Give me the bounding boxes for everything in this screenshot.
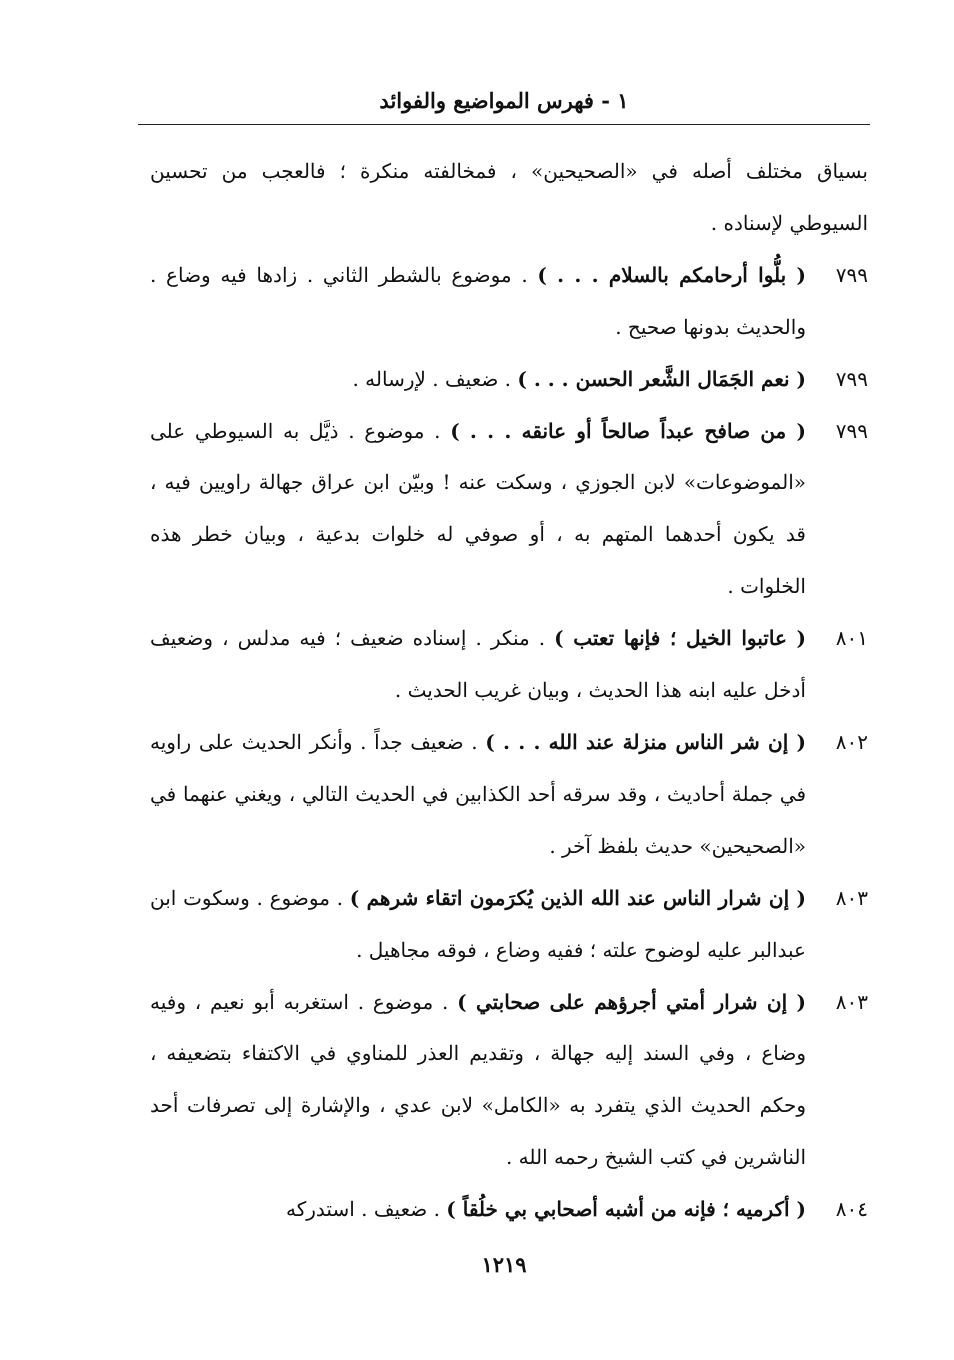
- index-entry: [150, 873, 868, 977]
- index-entry: [150, 354, 868, 406]
- hadith-title: ( إن شرار الناس عند الله الذين يُكرَمون اتقاء شرهم ): [349, 885, 807, 910]
- index-entry: [150, 250, 868, 354]
- entry-description: . ضعيف . لإرساله .: [352, 366, 518, 391]
- entry-description: . ضعيف . استدركه: [286, 1197, 447, 1222]
- entry-description: . ضعيف جداً . وأنكر الحديث على راويه في جملة أحاديث ، وقد سرقه أحد الكذابين في الحديث التالي ، ويغني عنهما في «الصحيحين» حديث بلفظ آخر .: [150, 729, 806, 858]
- hadith-title: ( إن شر الناس منزلة عند الله . . . ): [485, 729, 807, 754]
- hadith-title: ( بلُّوا أرحامكم بالسلام . . . ): [537, 262, 806, 287]
- entry-text: [150, 250, 806, 354]
- page-body: [150, 146, 868, 1236]
- entry-description: . موضوع . استغربه أبو نعيم ، وفيه وضاع ، وفي السند إليه جهالة ، وتقديم العذر للمناوي في الاكتفاء بتضعيفه ، وحكم الحديث الذي يتفرد به «الكامل» لابن عدي ، والإشارة إلى تصرفات أحد الناشرين في كتب الشيخ رحمه الله .: [150, 989, 807, 1170]
- page-number: ١٢١٩: [481, 1252, 527, 1277]
- index-entry: [150, 613, 868, 717]
- entry-text: [150, 354, 806, 406]
- entry-number: ٧٩٩: [835, 418, 868, 443]
- hadith-title: ( من صافح عبداً صالحاً أو عانقه . . . ): [450, 418, 806, 443]
- entry-description: . موضوع . ذيَّل به السيوطي على «الموضوعات» لابن الجوزي ، وسكت عنه ! وبيّن ابن عراق جهالة راويين فيه ، قد يكون أحدهما المتهم به ، أو صوفي له خلوات بدعية ، وبيان خطر هذه الخلوات .: [150, 418, 806, 599]
- hadith-title: ( أكرميه ؛ فإنه من أشبه أصحابي بي خلُقاً ): [446, 1197, 806, 1222]
- entry-description: . موضوع . وسكوت ابن عبدالبر عليه لوضوح علته ؛ ففيه وضاع ، فوقه مجاهيل .: [150, 885, 806, 962]
- hadith-title: ( عاتبوا الخيل ؛ فإنها تعتب ): [554, 626, 806, 651]
- entry-number: ٨٠٤: [835, 1197, 868, 1222]
- entry-number: ٨٠٣: [835, 989, 868, 1014]
- entry-text: [150, 717, 806, 873]
- entry-text: [150, 613, 806, 717]
- hadith-title: ( إن شرار أمتي أجرؤهم على صحابتي ): [457, 989, 806, 1014]
- entry-text: [150, 873, 806, 977]
- continuation-paragraph: بسياق مختلف أصله في «الصحيحين» ، فمخالفته منكرة ؛ فالعجب من تحسين السيوطي لإسناده .: [150, 159, 868, 235]
- running-header: ١ - فهرس المواضيع والفوائد: [379, 88, 629, 113]
- entry-number: ٨٠١: [835, 626, 868, 651]
- entry-text: [150, 406, 806, 614]
- index-entry: [150, 1184, 868, 1236]
- entry-number: ٨٠٢: [835, 729, 868, 754]
- entry-number: ٧٩٩: [835, 366, 868, 391]
- entry-description: . منكر . إسناده ضعيف ؛ فيه مدلس ، وضعيف أدخل عليه ابنه هذا الحديث ، وبيان غريب الحديث .: [150, 626, 806, 703]
- entry-description: . موضوع بالشطر الثاني . زادها فيه وضاع . والحديث بدونها صحيح .: [150, 262, 806, 339]
- header-divider: [138, 124, 870, 125]
- index-entry: [150, 717, 868, 873]
- entry-text: [150, 977, 806, 1185]
- hadith-title: ( نعم الجَمَال الشَّعر الحسن . . . ): [517, 366, 806, 391]
- entry-number: ٧٩٩: [835, 262, 868, 287]
- entry-text: [150, 1184, 806, 1236]
- entry-number: ٨٠٣: [835, 885, 868, 910]
- index-entry: [150, 977, 868, 1185]
- index-entry: [150, 406, 868, 614]
